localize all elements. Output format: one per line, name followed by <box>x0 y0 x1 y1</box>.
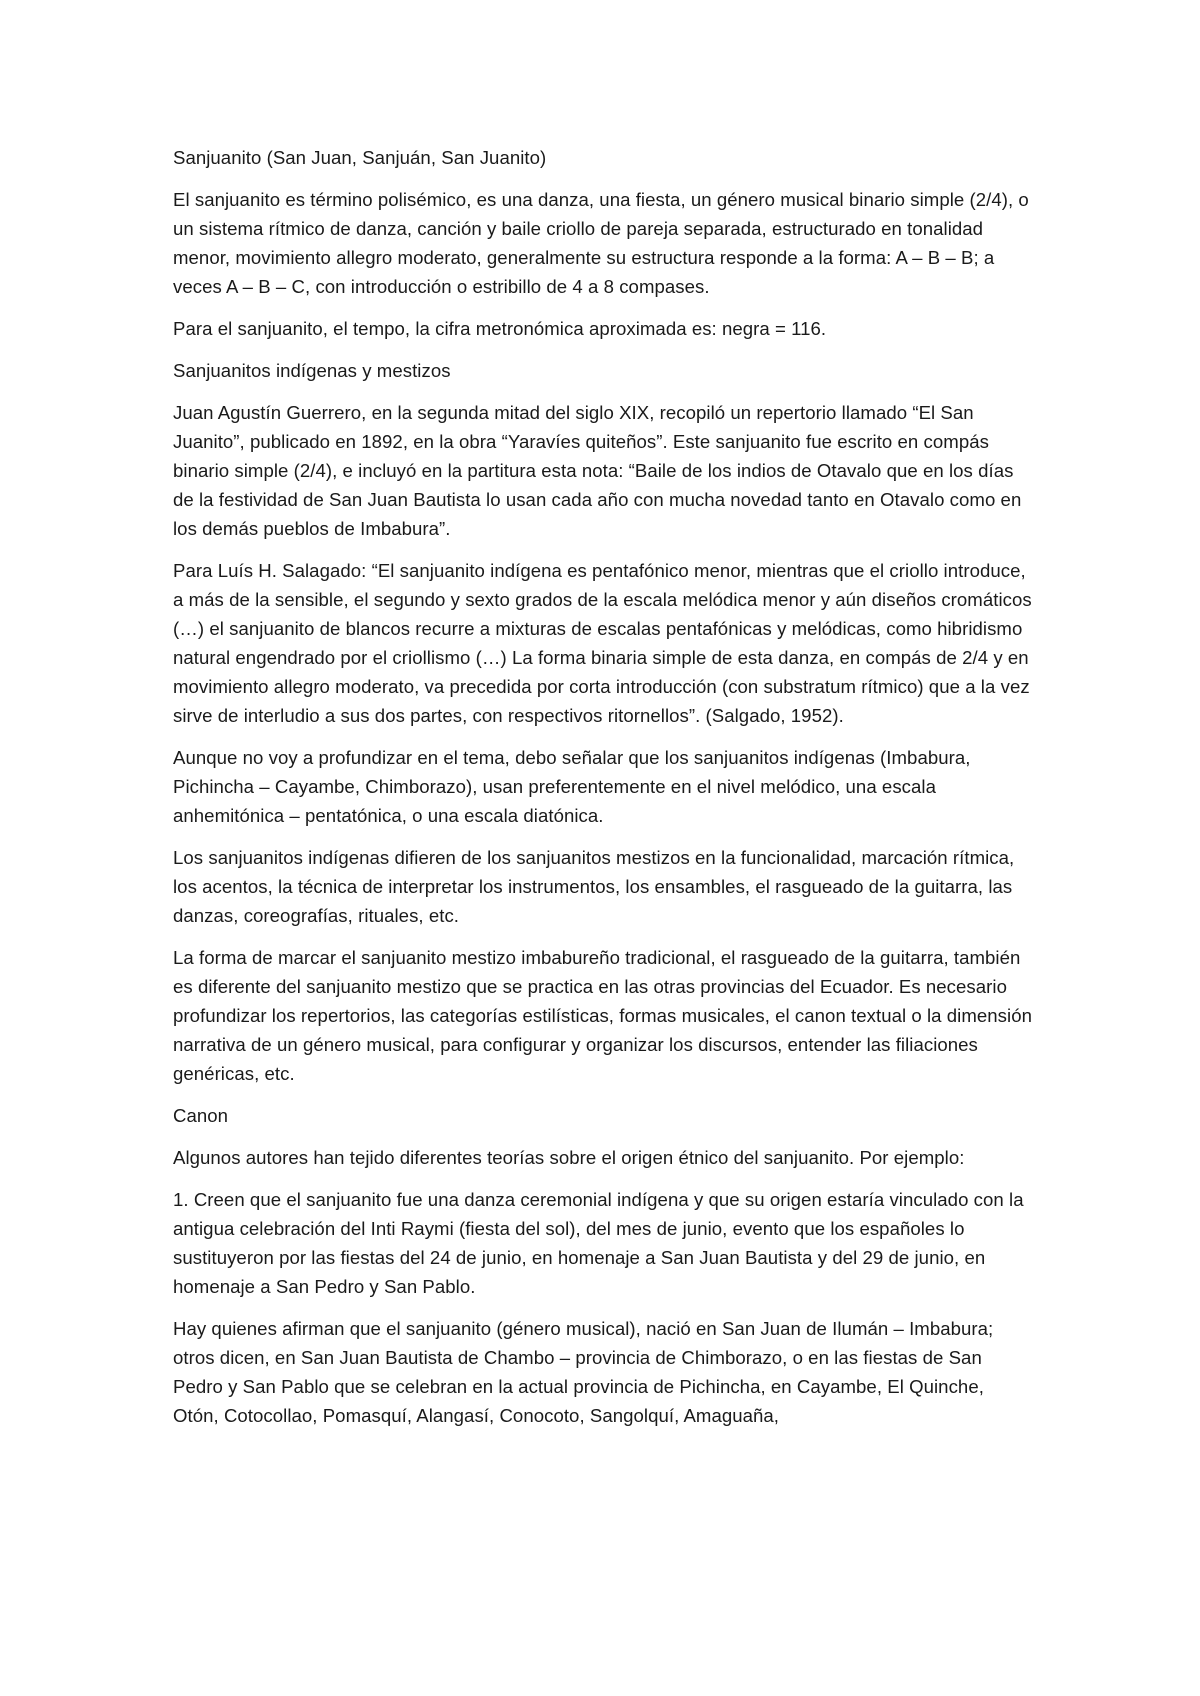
paragraph-guerrero: Juan Agustín Guerrero, en la segunda mitad del siglo XIX, recopiló un repertorio llamado “El San Juanito”, publicado en 1892, en la obra “Yaravíes quiteños”. Este sanjuanito fue escrito en compás binario simple (2/4), e incluyó en la partitura esta nota: “Baile de los indios de Otavalo que en los días de la festividad de San Juan Bautista lo usan cada año con mucha novedad tanto en Otavalo como en los demás pueblos de Imbabura”. <box>173 402 1022 539</box>
section-heading-canon: Canon <box>173 1105 229 1126</box>
document-body <box>173 143 1033 1443</box>
document-title: Sanjuanito (San Juan, Sanjuán, San Juanito) <box>173 147 547 168</box>
paragraph-differences: Los sanjuanitos indígenas difieren de los sanjuanitos mestizos en la funcionalidad, marcación rítmica, los acentos, la técnica de interpretar los instrumentos, los ensambles, el rasgueado de la guitarra, las danzas, coreografías, rituales, etc. <box>173 847 1015 926</box>
paragraph-origins: Hay quienes afirman que el sanjuanito (género musical), nació en San Juan de Ilumán – Imbabura; otros dicen, en San Juan Bautista de Chambo – provincia de Chimborazo, o en las fiestas de San Pedro y San Pablo que se celebran en la actual provincia de Pichincha, en Cayambe, El Quinche, Otón, Cotocollao, Pomasquí, Alangasí, Conocoto, Sangolquí, Amaguaña, <box>173 1318 994 1426</box>
paragraph-theory-1: 1. Creen que el sanjuanito fue una danza ceremonial indígena y que su origen estaría vinculado con la antigua celebración del Inti Raymi (fiesta del sol), del mes de junio, evento que los españoles lo sustituyeron por las fiestas del 24 de junio, en homenaje a San Juan Bautista y del 29 de junio, en homenaje a San Pedro y San Pablo. <box>173 1189 1024 1297</box>
paragraph-tempo: Para el sanjuanito, el tempo, la cifra metronómica aproximada es: negra = 116. <box>173 318 827 339</box>
paragraph-scales: Aunque no voy a profundizar en el tema, debo señalar que los sanjuanitos indígenas (Imbabura, Pichincha – Cayambe, Chimborazo), usan preferentemente en el nivel melódico, una escala anhemitónica – pentatónica, o una escala diatónica. <box>173 747 971 826</box>
paragraph-theories-intro: Algunos autores han tejido diferentes teorías sobre el origen étnico del sanjuanito. Por ejemplo: <box>173 1147 965 1168</box>
paragraph-definition: El sanjuanito es término polisémico, es una danza, una fiesta, un género musical binario simple (2/4), o un sistema rítmico de danza, canción y baile criollo de pareja separada, estructurado en tonalidad menor, movimiento allegro moderato, generalmente su estructura responde a la forma: A – B – B; a veces A – B – C, con introducción o estribillo de 4 a 8 compases. <box>173 189 1029 297</box>
paragraph-salgado-quote: Para Luís H. Salagado: “El sanjuanito indígena es pentafónico menor, mientras que el criollo introduce, a más de la sensible, el segundo y sexto grados de la escala melódica menor y aún diseños cromáticos (…) el sanjuanito de blancos recurre a mixturas de escalas pentafónicas y melódicas, como hibridismo natural engendrado por el criollismo (…) La forma binaria simple de esta danza, en compás de 2/4 y en movimiento allegro moderato, va precedida por corta introducción (con substratum rítmico) que a la vez sirve de interludio a sus dos partes, con respectivos ritornellos”. (Salgado, 1952). <box>173 560 1032 726</box>
paragraph-imbabura-style: La forma de marcar el sanjuanito mestizo imbabureño tradicional, el rasgueado de la guitarra, también es diferente del sanjuanito mestizo que se practica en las otras provincias del Ecuador. Es necesario profundizar los repertorios, las categorías estilísticas, formas musicales, el canon textual o la dimensión narrativa de un género musical, para configurar y organizar los discursos, entender las filiaciones genéricas, etc. <box>173 947 1032 1084</box>
section-heading-indigenous-mestizo: Sanjuanitos indígenas y mestizos <box>173 360 451 381</box>
